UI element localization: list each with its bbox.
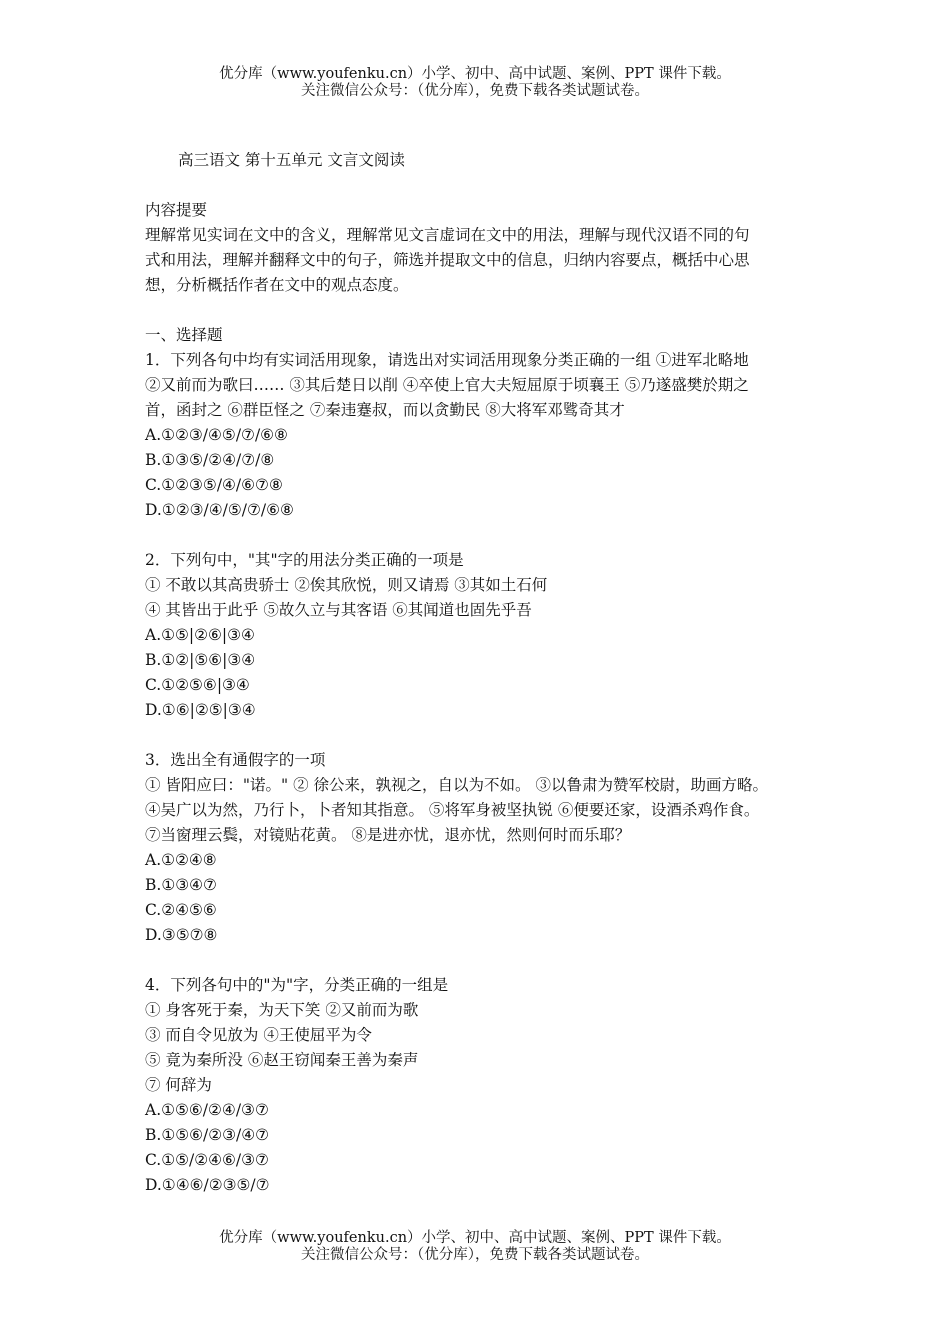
question-text-line: ④吴广以为然，乃行卜，卜者知其指意。 ⑤将军身被坚执锐 ⑥便要还家，设酒杀鸡作食。 — [145, 801, 760, 819]
footer-line-2: 关注微信公众号：（优分库），免费下载各类试题试卷。 — [301, 1247, 649, 1263]
option-a: A.①⑤|②⑥|③④ — [145, 626, 255, 644]
question-text-line: ① 不敢以其高贵骄士 ②俟其欣悦，则又请焉 ③其如土石何 — [145, 576, 548, 594]
summary-heading: 内容提要 — [145, 201, 208, 219]
question-text-line: ① 皆阳应曰："诺。" ② 徐公来，孰视之，自以为不如。 ③以鲁肃为赞军校尉，助画方略。 — [145, 776, 768, 794]
summary-section — [145, 198, 825, 298]
option-d: D.①②③/④/⑤/⑦/⑥⑧ — [145, 501, 294, 519]
question-text-line: ① 身客死于秦，为天下笑 ②又前而为歌 — [145, 1001, 419, 1019]
document-title: 高三语文 第十五单元 文言文阅读 — [178, 151, 405, 169]
question-text-line: ⑦ 何辞为 — [145, 1076, 212, 1094]
footer-line-1: 优分库（www.youfenku.cn）小学、初中、高中试题、案例、PPT 课件下载。 — [219, 1230, 731, 1246]
option-d: D.①⑥|②⑤|③④ — [145, 701, 256, 719]
header-line-1: 优分库（www.youfenku.cn）小学、初中、高中试题、案例、PPT 课件下载。 — [219, 66, 731, 82]
option-b: B.①⑤⑥/②③/④⑦ — [145, 1126, 270, 1144]
question-text-line: ⑤ 竟为秦所没 ⑥赵王窃闻秦王善为秦声 — [145, 1051, 419, 1069]
section-heading: 一、选择题 — [145, 326, 223, 344]
option-c: C.①②⑤⑥|③④ — [145, 676, 250, 694]
option-d: D.③⑤⑦⑧ — [145, 926, 218, 944]
option-a: A.①②③/④⑤/⑦/⑥⑧ — [145, 426, 288, 444]
question-text-line: ③ 而自令见放为 ④王使屈平为令 — [145, 1026, 372, 1044]
option-a: A.①②④⑧ — [145, 851, 217, 869]
page-footer — [0, 1230, 950, 1264]
question-4 — [145, 973, 825, 1198]
question-2 — [145, 548, 825, 723]
question-3 — [145, 748, 825, 948]
header-line-2: 关注微信公众号：（优分库），免费下载各类试题试卷。 — [301, 83, 649, 99]
option-d: D.①④⑥/②③⑤/⑦ — [145, 1176, 270, 1194]
question-text-line: 4．下列各句中的"为"字，分类正确的一组是 — [145, 976, 449, 994]
page-header — [0, 66, 950, 100]
option-b: B.①③④⑦ — [145, 876, 217, 894]
option-c: C.①②③⑤/④/⑥⑦⑧ — [145, 476, 283, 494]
question-text-line: ②又前而为歌曰…… ③其后楚日以削 ④卒使上官大夫短屈原于顷襄王 ⑤乃遂盛樊於期之 — [145, 376, 749, 394]
summary-line: 理解常见实词在文中的含义，理解常见文言虚词在文中的用法，理解与现代汉语不同的句 — [145, 226, 750, 244]
question-text-line: 2．下列句中，"其"字的用法分类正确的一项是 — [145, 551, 464, 569]
option-b: B.①②|⑤⑥|③④ — [145, 651, 256, 669]
question-text-line: ⑦当窗理云鬓，对镜贴花黄。 ⑧是进亦忧，退亦忧，然则何时而乐耶？ — [145, 826, 631, 844]
option-c: C.②④⑤⑥ — [145, 901, 217, 919]
question-1 — [145, 348, 825, 523]
question-text-line: 1．下列各句中均有实词活用现象，请选出对实词活用现象分类正确的一组 ①进军北略地 — [145, 351, 749, 369]
summary-line: 想，分析概括作者在文中的观点态度。 — [145, 276, 409, 294]
question-text-line: 首，函封之 ⑥群臣怪之 ⑦秦违蹇叔，而以贪勤民 ⑧大将军邓骘奇其才 — [145, 401, 625, 419]
summary-line: 式和用法，理解并翻释文中的句子，筛选并提取文中的信息，归纳内容要点，概括中心思 — [145, 251, 750, 269]
option-b: B.①③⑤/②④/⑦/⑧ — [145, 451, 275, 469]
document-body — [145, 148, 825, 1198]
question-text-line: 3．选出全有通假字的一项 — [145, 751, 326, 769]
option-a: A.①⑤⑥/②④/③⑦ — [145, 1101, 269, 1119]
option-c: C.①⑤/②④⑥/③⑦ — [145, 1151, 269, 1169]
question-text-line: ④ 其皆出于此乎 ⑤故久立与其客语 ⑥其闻道也固先乎吾 — [145, 601, 532, 619]
